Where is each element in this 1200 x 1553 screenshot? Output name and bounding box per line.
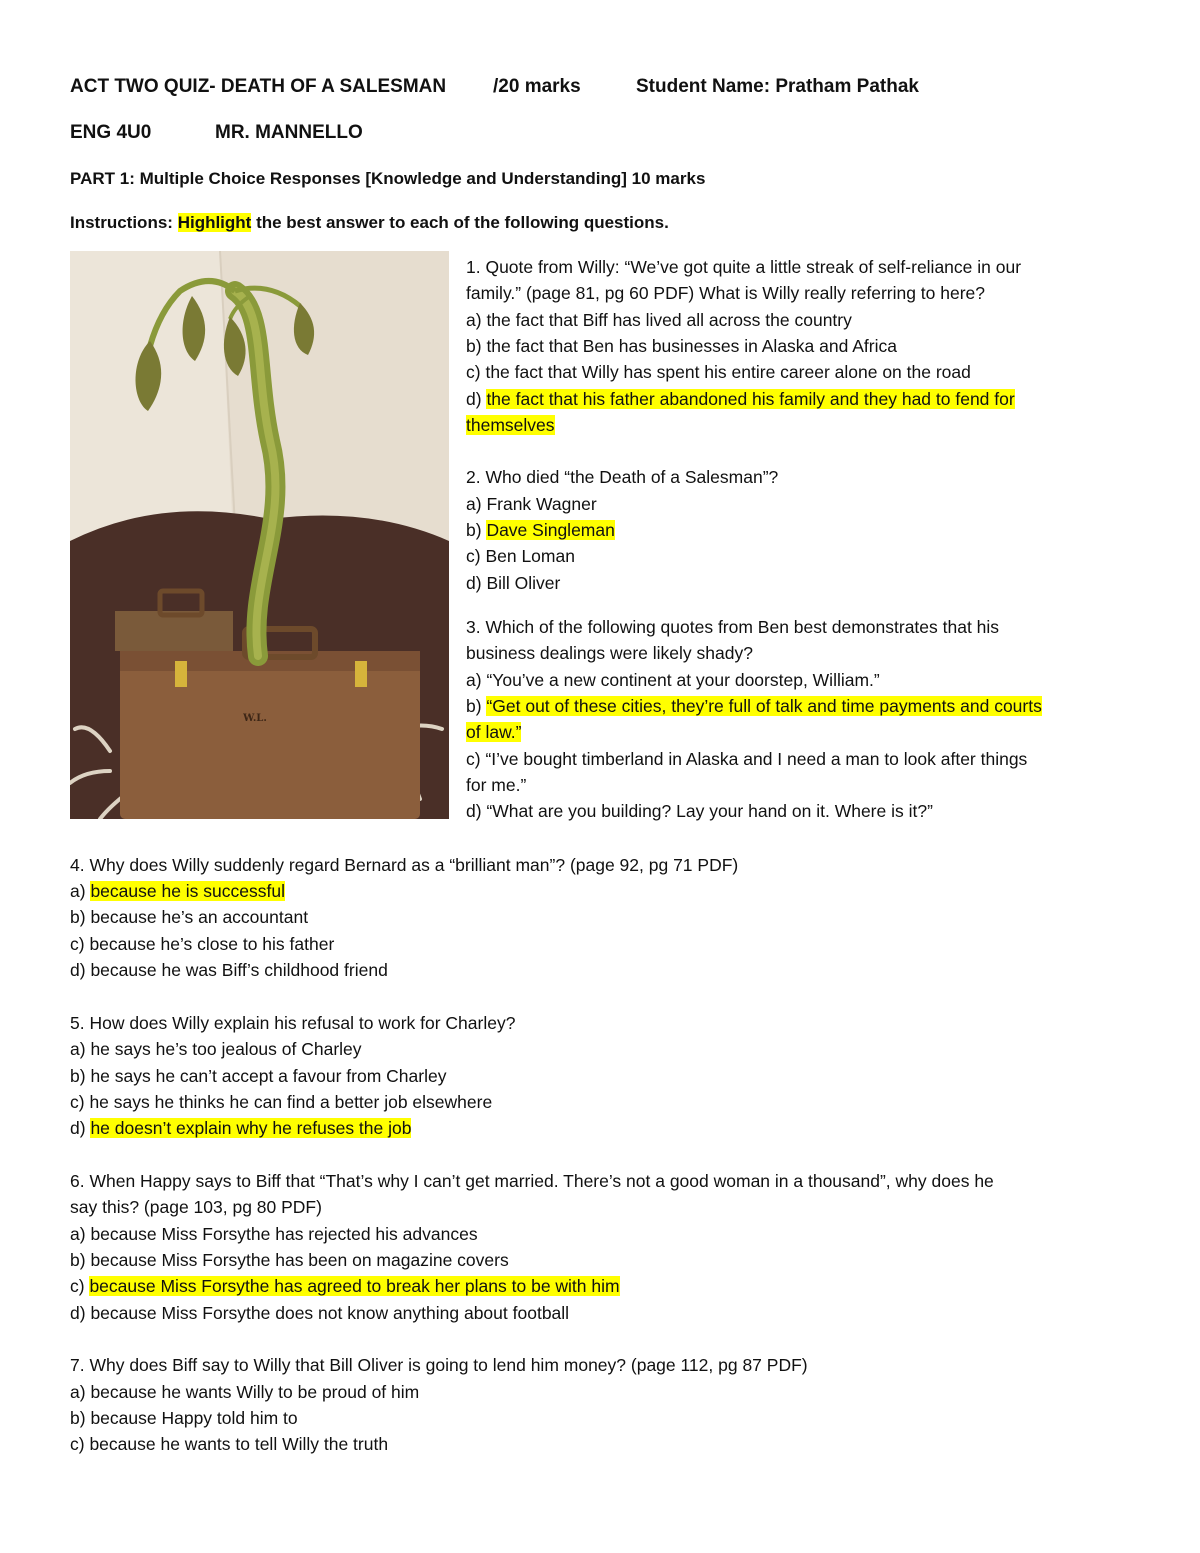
answer-option[interactable] — [70, 1221, 478, 1247]
option-text: “What are you building? Lay your hand on it. Where is it?” — [486, 801, 933, 821]
student-name: Student Name: Pratham Pathak — [636, 76, 919, 97]
option-prefix: c) — [466, 749, 486, 769]
option-prefix: b) — [466, 696, 487, 716]
answer-option[interactable] — [70, 1300, 569, 1326]
option-text: Ben Loman — [485, 546, 575, 566]
answer-option[interactable] — [70, 1247, 509, 1273]
option-text-highlighted: of law.” — [466, 722, 522, 742]
option-prefix: a) — [466, 310, 487, 330]
question-text: 6. When Happy says to Biff that “That’s why I can’t get married. There’s not a good woman in a thousand”, why does he — [70, 1171, 994, 1191]
instructions-highlight: Highlight — [177, 213, 252, 232]
option-text: because Miss Forsythe does not know anything about football — [90, 1303, 570, 1323]
answer-option[interactable] — [70, 1405, 298, 1431]
answer-option[interactable] — [70, 1431, 388, 1457]
answer-option[interactable] — [70, 931, 334, 957]
answer-option[interactable] — [466, 543, 575, 569]
question-text: 2. Who died “the Death of a Salesman”? — [466, 467, 779, 487]
option-text: he says he thinks he can find a better job elsewhere — [89, 1092, 493, 1112]
option-prefix: a) — [70, 1224, 91, 1244]
option-prefix: a) — [70, 881, 91, 901]
answer-option[interactable] — [70, 1089, 492, 1115]
teacher-name: MR. MANNELLO — [215, 122, 363, 143]
option-prefix: a) — [466, 670, 487, 690]
option-text: because he wants to tell Willy the truth — [89, 1434, 389, 1454]
option-prefix: a) — [70, 1039, 91, 1059]
option-prefix: d) — [466, 801, 487, 821]
answer-option[interactable] — [70, 1379, 419, 1405]
question-text: family.” (page 81, pg 60 PDF) What is Willy really referring to here? — [466, 283, 986, 303]
option-prefix: b) — [70, 907, 91, 927]
answer-option-selected[interactable] — [466, 517, 615, 543]
answer-option[interactable] — [70, 1036, 362, 1062]
answer-option-selected[interactable] — [70, 1273, 620, 1299]
option-text: because Miss Forsythe has been on magazine covers — [90, 1250, 509, 1270]
option-text: because he wants Willy to be proud of him — [90, 1382, 420, 1402]
option-prefix: c) — [70, 1276, 90, 1296]
option-text: because Happy told him to — [90, 1408, 298, 1428]
option-text-highlighted: he doesn’t explain why he refuses the job — [90, 1118, 412, 1138]
option-text: because he’s an accountant — [90, 907, 309, 927]
option-text: the fact that Biff has lived all across the country — [486, 310, 852, 330]
option-prefix: c) — [70, 1434, 90, 1454]
answer-option[interactable] — [70, 904, 308, 930]
answer-option-continued — [466, 772, 526, 798]
answer-option-continued — [466, 719, 521, 745]
option-text-highlighted: “Get out of these cities, they’re full of talk and time payments and courts — [486, 696, 1042, 716]
part1-heading: PART 1: Multiple Choice Responses [Knowledge and Understanding] 10 marks — [70, 169, 706, 188]
option-text: because he was Biff’s childhood friend — [90, 960, 388, 980]
instructions-label: Instructions: — [70, 213, 173, 232]
option-prefix: c) — [466, 546, 486, 566]
option-prefix: b) — [466, 336, 487, 356]
answer-option[interactable] — [466, 307, 852, 333]
option-prefix: d) — [70, 1118, 91, 1138]
option-prefix: d) — [70, 960, 91, 980]
instructions-text: the best answer to each of the following questions. — [251, 213, 669, 232]
option-text: he says he can’t accept a favour from Charley — [90, 1066, 447, 1086]
option-prefix: a) — [466, 494, 487, 514]
total-marks: /20 marks — [493, 76, 581, 97]
answer-option-selected[interactable] — [70, 878, 285, 904]
option-text: he says he’s too jealous of Charley — [90, 1039, 362, 1059]
option-text: for me.” — [466, 775, 527, 795]
option-prefix: c) — [70, 934, 90, 954]
option-text: because Miss Forsythe has rejected his advances — [90, 1224, 478, 1244]
option-text-highlighted: the fact that his father abandoned his family and they had to fend for — [486, 389, 1015, 409]
quiz-title: ACT TWO QUIZ- DEATH OF A SALESMAN — [70, 76, 447, 97]
answer-option[interactable] — [466, 333, 897, 359]
answer-option[interactable] — [466, 570, 560, 596]
option-text-highlighted: because he is successful — [90, 881, 285, 901]
wilting-plant-illustration — [70, 251, 449, 819]
option-prefix: b) — [466, 520, 487, 540]
question-text: 7. Why does Biff say to Willy that Bill Oliver is going to lend him money? (page 112, pg 87 PDF) — [70, 1355, 808, 1375]
option-text: “I’ve bought timberland in Alaska and I need a man to look after things — [485, 749, 1028, 769]
option-prefix: d) — [466, 573, 487, 593]
question-text: 1. Quote from Willy: “We’ve got quite a little streak of self-reliance in our — [466, 257, 1022, 277]
question-text: 3. Which of the following quotes from Ben best demonstrates that his — [466, 617, 1000, 637]
option-prefix: b) — [70, 1408, 91, 1428]
option-prefix: b) — [70, 1066, 91, 1086]
option-text-highlighted: Dave Singleman — [486, 520, 615, 540]
question-text: 4. Why does Willy suddenly regard Bernard as a “brilliant man”? (page 92, pg 71 PDF) — [70, 855, 739, 875]
answer-option[interactable] — [466, 359, 971, 385]
option-prefix: c) — [70, 1092, 90, 1112]
option-text: “You’ve a new continent at your doorstep, William.” — [486, 670, 880, 690]
option-text: Bill Oliver — [486, 573, 561, 593]
option-prefix: c) — [466, 362, 486, 382]
option-prefix: b) — [70, 1250, 91, 1270]
option-text: the fact that Ben has businesses in Alaska and Africa — [486, 336, 897, 356]
option-text-highlighted: themselves — [466, 415, 555, 435]
suitcase-monogram: W.L. — [243, 713, 267, 724]
option-prefix: d) — [466, 389, 487, 409]
option-prefix: a) — [70, 1382, 91, 1402]
question-text: 5. How does Willy explain his refusal to work for Charley? — [70, 1013, 516, 1033]
question-text: business dealings were likely shady? — [466, 643, 753, 663]
instructions — [70, 210, 669, 236]
answer-option[interactable] — [466, 798, 933, 824]
answer-option[interactable] — [466, 667, 880, 693]
answer-option-selected[interactable] — [466, 693, 1042, 719]
option-text: the fact that Willy has spent his entire career alone on the road — [485, 362, 971, 382]
option-prefix: d) — [70, 1303, 91, 1323]
answer-option[interactable] — [466, 746, 1027, 772]
option-text: Frank Wagner — [486, 494, 597, 514]
option-text-highlighted: because Miss Forsythe has agreed to break her plans to be with him — [89, 1276, 620, 1296]
answer-option-continued — [466, 412, 555, 438]
answer-option-selected[interactable] — [70, 1115, 411, 1141]
option-text: because he’s close to his father — [89, 934, 335, 954]
question-text: say this? (page 103, pg 80 PDF) — [70, 1197, 322, 1217]
answer-option[interactable] — [70, 1063, 446, 1089]
answer-option[interactable] — [466, 491, 597, 517]
course-code: ENG 4U0 — [70, 122, 152, 143]
answer-option-selected[interactable] — [466, 386, 1015, 412]
answer-option[interactable] — [70, 957, 388, 983]
